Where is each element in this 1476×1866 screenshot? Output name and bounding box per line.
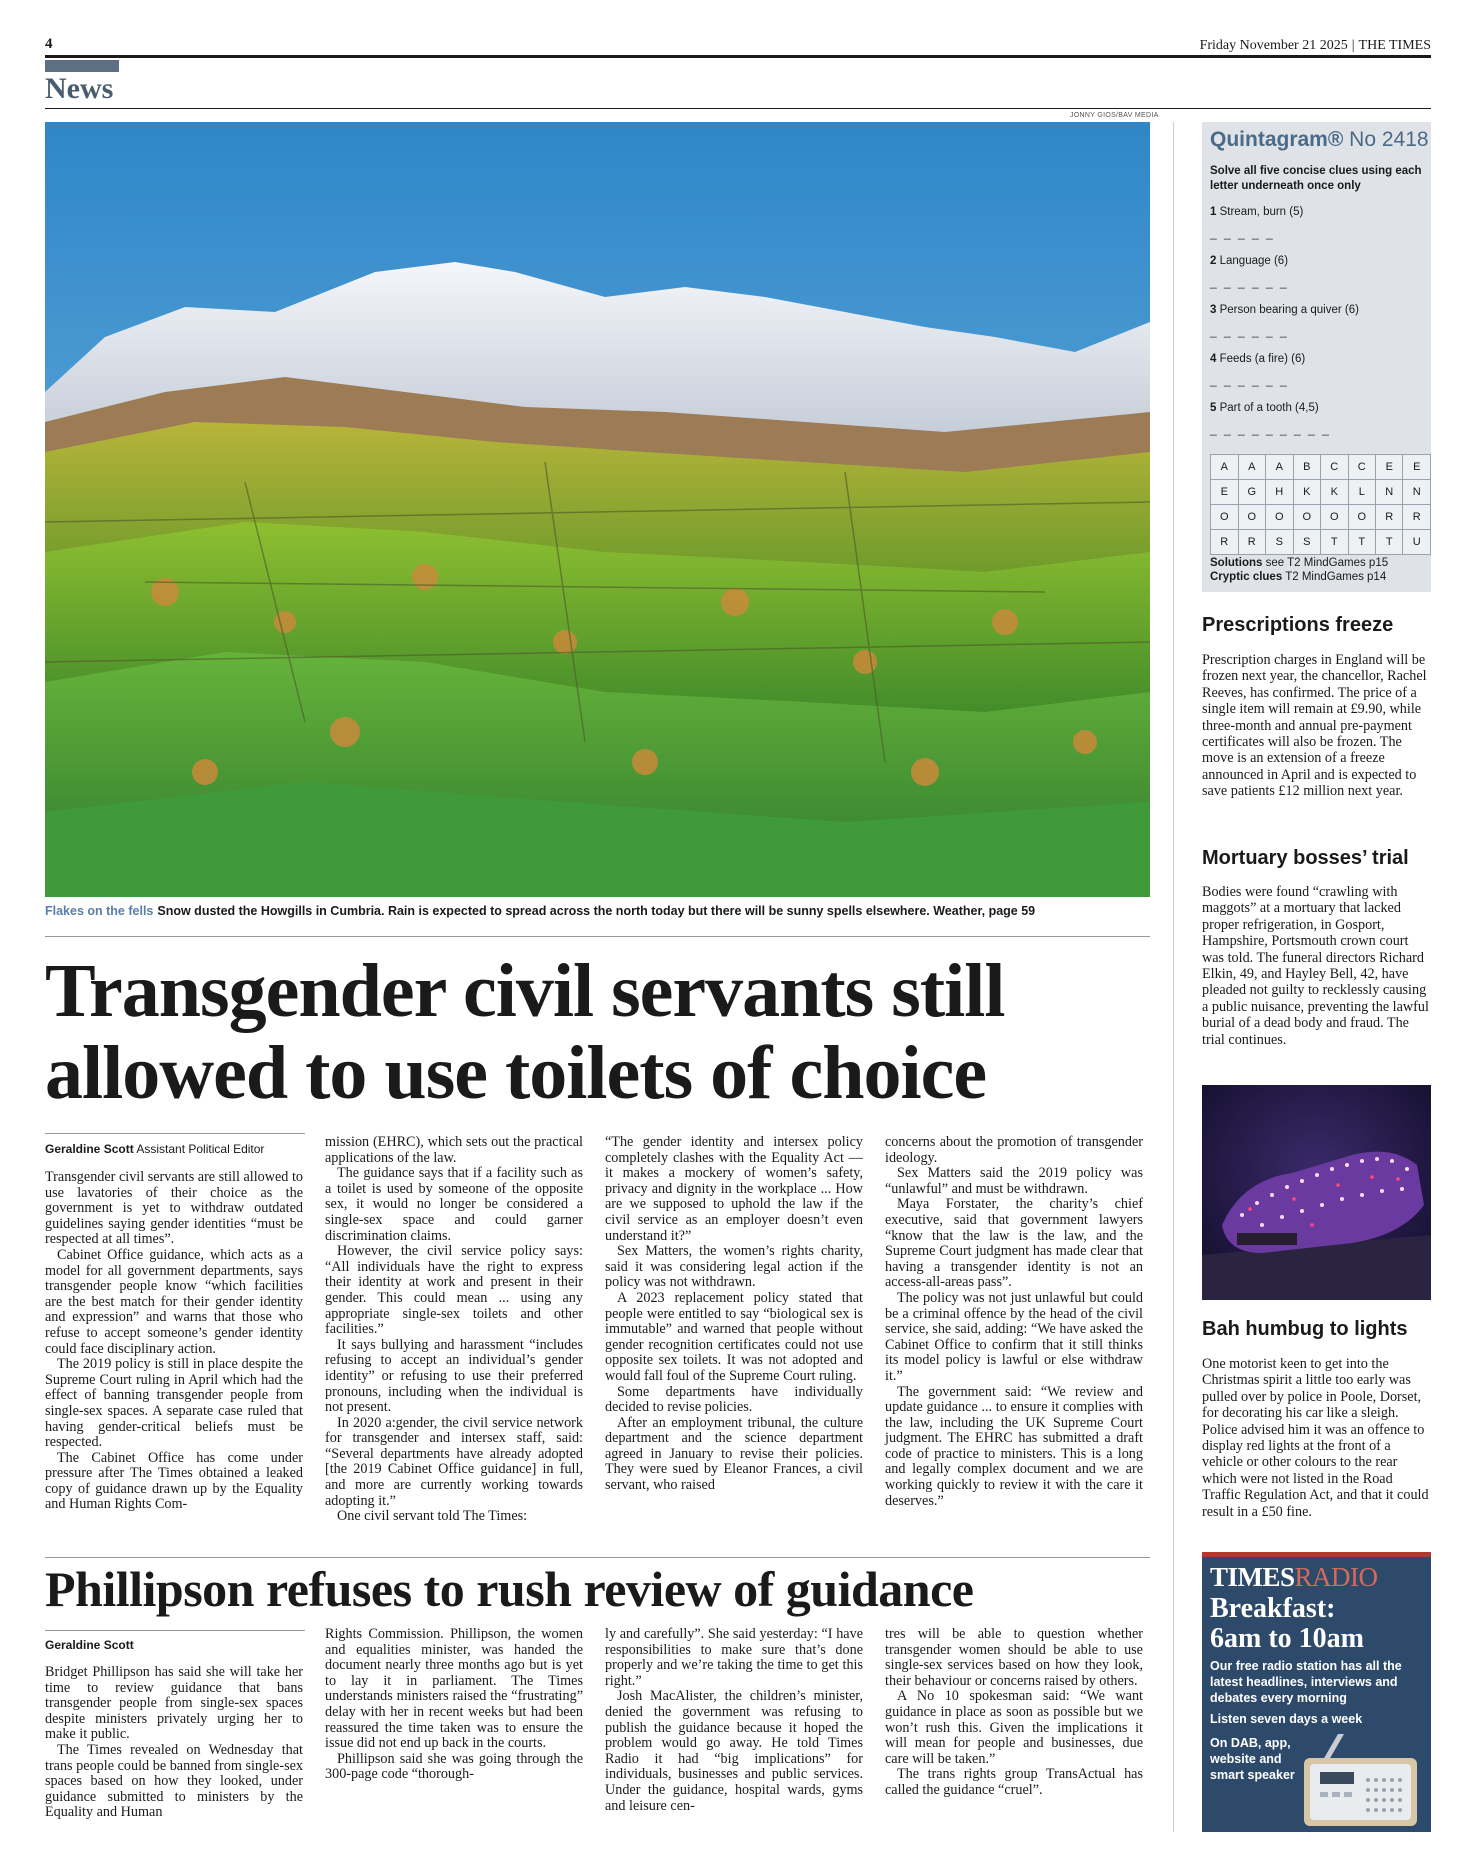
letter-cell: A <box>1211 455 1239 480</box>
paragraph: “The gender identity and intersex policy completely clashes with the Equality Act — it makes a mockery of women’s safety, privacy and dignity in the workplace ... How are we supposed to uphold the law if the civil service as an employer doesn’t even understand it?” <box>605 1134 863 1244</box>
answer-blanks-1[interactable]: _ _ _ _ _ <box>1210 226 1275 240</box>
ad-platforms: On DAB, app, website and smart speaker <box>1210 1736 1295 1782</box>
brief-title-mortuary: Mortuary bosses’ trial <box>1202 847 1409 869</box>
letter-cell: N <box>1403 480 1431 505</box>
paragraph: Maya Forstater, the charity’s chief executive, said that government lawyers “know that the law is the law, and the Supreme Court judgment has made clear that having a transgender identity is not an access-all-areas pass”. <box>885 1196 1143 1291</box>
letter-cell: K <box>1293 480 1321 505</box>
paragraph: It says bullying and harassment “includes refusing to accept an individual’s gender identity” or refusing to use their preferred pronouns, including when the individual is not present. <box>325 1336 583 1416</box>
paragraph: A No 10 spokesman said: “We want guidance in place as soon as possible but we won’t rush this. Given the implications it will mean for people and businesses, due care will be taken.” <box>885 1688 1143 1767</box>
ad-accent-bar <box>1202 1552 1431 1557</box>
brief-text-prescriptions: Prescription charges in England will be frozen next year, the chancellor, Rachel Reeves, has confirmed. The price of a single item will remain at £9.90, while three-month and annual pre-payment certificates will also be frozen. The move is an extension of a freeze announced in April and is expected to save patients £12 million next year. <box>1202 652 1427 800</box>
main-headline-line-1: Transgender civil servants still <box>45 949 1005 1033</box>
paragraph: Phillipson said she was going through the 300-page code “thorough- <box>325 1750 583 1783</box>
story2-column-2 <box>325 1627 583 1783</box>
photo-caption <box>45 904 1155 918</box>
letter-cell: R <box>1238 530 1266 555</box>
section-bar <box>45 60 119 72</box>
clue-text: Person bearing a quiver (6) <box>1219 304 1359 316</box>
quintagram-puzzle <box>1202 122 1431 592</box>
top-rule <box>45 55 1431 58</box>
date: Friday November 21 2025 <box>1199 38 1348 53</box>
paragraph: Bridget Phillipson has said she will take her time to review guidance that bans transgender people from single-sex spaces despite ministers privately urging her to make it public. <box>45 1664 303 1743</box>
clue-number: 5 <box>1210 402 1217 414</box>
light-decorated-car-photo <box>1202 1085 1431 1300</box>
quintagram-footer <box>1210 556 1388 584</box>
letter-grid-row <box>1211 530 1431 555</box>
clue-number: 2 <box>1210 255 1217 267</box>
caption-rule <box>45 936 1150 937</box>
story2-byline <box>45 1638 310 1652</box>
paragraph: Rights Commission. Phillipson, the women and equalities minister, was handed the document nearly three months ago but is yet to lay it in parliament. The Times understands ministers raised the “frustrating” delay with her in recent weeks but had been reassured the time taken was to ensure the issue did not end up back in the courts. <box>325 1626 583 1752</box>
ad-listen: Listen seven days a week <box>1210 1712 1363 1726</box>
letter-cell: O <box>1321 505 1349 530</box>
letter-cell: L <box>1348 480 1376 505</box>
paragraph: mission (EHRC), which sets out the practical applications of the law. <box>325 1134 583 1166</box>
letter-cell: H <box>1266 480 1294 505</box>
story1-column-1 <box>45 1170 303 1513</box>
letter-cell: C <box>1321 455 1349 480</box>
letter-cell: T <box>1376 530 1403 555</box>
byline-rule <box>45 1133 305 1134</box>
ad-title-line-1: Breakfast: <box>1210 1593 1336 1624</box>
solutions-label: Solutions <box>1210 557 1263 569</box>
paragraph: One civil servant told The Times: <box>337 1508 528 1525</box>
brief-title-lights: Bah humbug to lights <box>1202 1318 1408 1340</box>
section-label: News <box>45 72 114 105</box>
paragraph: However, the civil service policy says: “All individuals have the right to express their identity at work and present in their gender. This could mean ... using any appropriate single-sex toilets and other facilities.” <box>325 1243 583 1338</box>
landscape-photo <box>45 122 1150 897</box>
paragraph: In 2020 a:gender, the civil service network for transgender and intersex staff, said: “Several departments have already adopted [the 2019 Cabinet Office guidance] in full, and more are currently working towards adopting it.” <box>325 1414 583 1509</box>
story1-column-4 <box>885 1135 1143 1509</box>
clue-text: Language (6) <box>1219 255 1289 267</box>
brief-text-mortuary: Bodies were found “crawling with maggots” at a mortuary that lacked proper refrigeration, in Gosport, Hampshire, Portsmouth crown court was told. The funeral directors Richard Elkin, 49, and Hayley Bell, 42, have pleaded not guilty to recklessly causing a public nuisance, preventing the lawful burial of a dead body and fraud. The trial continues. <box>1202 884 1429 1048</box>
paragraph: tres will be able to question whether transgender women should be able to use single-sex services based on how they look, their behaviour or concerns raised by others. <box>885 1626 1143 1689</box>
paper-name: THE TIMES <box>1358 38 1431 53</box>
cryptic-label: Cryptic clues <box>1210 571 1283 583</box>
main-headline-line-2: allowed to use toilets of choice <box>45 1031 987 1115</box>
byline-role: Assistant Political Editor <box>136 1142 265 1156</box>
letter-cell: E <box>1403 455 1431 480</box>
story2-column-3 <box>605 1627 863 1814</box>
story2-column-4 <box>885 1627 1143 1799</box>
byline-name: Geraldine Scott <box>45 1142 134 1156</box>
answer-blanks-4[interactable]: _ _ _ _ _ _ <box>1210 373 1289 387</box>
paragraph: Some departments have individually decided to revise policies. <box>605 1383 863 1416</box>
quintagram-instructions: Solve all five concise clues using each letter underneath once only <box>1210 165 1422 192</box>
paragraph: The Cabinet Office has come under pressure after The Times obtained a leaked copy of guidance drawn up by the Equality and Human Rights Com- <box>45 1449 303 1513</box>
story2-column-1 <box>45 1665 303 1821</box>
letter-cell: S <box>1266 530 1294 555</box>
letter-cell: O <box>1211 505 1239 530</box>
letter-cell: O <box>1238 505 1266 530</box>
photo-credit: JONNY GIOS/BAV MEDIA <box>1070 112 1159 119</box>
times-radio-ad[interactable] <box>1202 1552 1431 1832</box>
clue-text: Feeds (a fire) (6) <box>1219 353 1306 365</box>
story1-column-3 <box>605 1135 863 1494</box>
paragraph: The Times revealed on Wednesday that trans people could be banned from single-sex spaces based on how they looked, under guidance submitted to ministers by the Equality and Human <box>45 1741 303 1821</box>
main-headline <box>45 950 1155 1114</box>
cryptic-note <box>1210 570 1388 584</box>
ad-title <box>1210 1594 1364 1654</box>
paragraph: The policy was not just unlawful but could be a criminal offence by the head of the civil service, she said, adding: “We have asked the Cabinet Office to confirm that it still thinks its model policy is lawful or else withdraw it.” <box>885 1289 1143 1384</box>
paragraph: concerns about the promotion of transgender ideology. <box>885 1134 1143 1166</box>
letter-cell: U <box>1403 530 1431 555</box>
letter-cell: A <box>1266 455 1294 480</box>
paragraph: Cabinet Office guidance, which acts as a model for all government departments, says transgender people know “which facilities are the best match for their gender identity and expression” and warns that those who refuse to accept someone’s gender identity could face disciplinary action. <box>45 1246 303 1357</box>
paragraph: After an employment tribunal, the culture department and the science department agreed in January to revise their policies. They were sued by Eleanor Frances, a civil servant, who raised <box>605 1414 863 1494</box>
paragraph: Sex Matters, the women’s rights charity, said it was considering legal action if the policy was not withdrawn. <box>605 1243 863 1291</box>
letter-cell: K <box>1321 480 1349 505</box>
clue-3 <box>1210 304 1359 316</box>
caption-text: Snow dusted the Howgills in Cumbria. Rain is expected to spread across the north today but there will be sunny spells elsewhere. Weather, page 59 <box>157 904 1036 918</box>
clue-4 <box>1210 353 1305 365</box>
letter-grid <box>1210 454 1431 555</box>
times-radio-logo <box>1210 1562 1378 1593</box>
paragraph: The guidance says that if a facility such as a toilet is used by someone of the opposite sex, it would no longer be considered a single-sex space and could garner discrimination claims. <box>325 1165 583 1244</box>
letter-cell: E <box>1376 455 1403 480</box>
story2-top-rule <box>45 1557 1150 1558</box>
letter-cell: R <box>1211 530 1239 555</box>
letter-cell: O <box>1293 505 1321 530</box>
story1-column-2 <box>325 1135 583 1525</box>
answer-blanks-2[interactable]: _ _ _ _ _ _ <box>1210 275 1289 289</box>
second-headline: Phillipson refuses to rush review of guidance <box>45 1561 974 1617</box>
paragraph: Josh MacAlister, the children’s minister, denied the government was refusing to publish the guidance because it hoped the problem would go away. He told Times Radio it had “big implications” for individuals, businesses and public services. Under the guidance, hospital wards, gyms and leisure cen- <box>605 1688 863 1814</box>
byline-rule <box>45 1630 305 1631</box>
paragraph: ly and carefully”. She said yesterday: “I have responsibilities to make sure that’s done properly and we’re taking the time to get this right.” <box>605 1626 863 1689</box>
answer-blanks-5[interactable]: _ _ _ _ _ _ _ _ _ <box>1210 422 1331 436</box>
clue-number: 3 <box>1210 304 1217 316</box>
letter-cell: T <box>1321 530 1349 555</box>
clue-text: Stream, burn (5) <box>1219 206 1304 218</box>
answer-blanks-3[interactable]: _ _ _ _ _ _ <box>1210 324 1289 338</box>
ad-description: Our free radio station has all the latest headlines, interviews and debates every morning <box>1210 1659 1402 1705</box>
letter-cell: O <box>1266 505 1294 530</box>
letter-cell: A <box>1238 455 1266 480</box>
brief-text-lights: One motorist keen to get into the Christmas spirit a little too early was pulled over by police in Poole, Dorset, for decorating his car like a sleigh. Police advised him it was an offence to display red lights at the front of a vehicle or other colours to the rear which were not listed in the Road Traffic Regulation Act, and that it could result in a £50 fine. <box>1202 1356 1429 1520</box>
paragraph: Sex Matters said the 2019 policy was “unlawful” and must be withdrawn. <box>885 1165 1143 1197</box>
paragraph: The government said: “We review and update guidance ... to ensure it complies with the law, including the UK Supreme Court judgment. The EHRC has submitted a draft code of practice to ministers. This is a long and legally complex document and we are working quickly to review it with the care it deserves.” <box>885 1383 1143 1509</box>
clue-number: 4 <box>1210 353 1217 365</box>
solutions-note <box>1210 556 1388 570</box>
sidebar-rule <box>1173 122 1174 1832</box>
dateline: Friday November 21 2025 | THE TIMES <box>1199 38 1431 53</box>
letter-cell: G <box>1238 480 1266 505</box>
letter-cell: S <box>1293 530 1321 555</box>
letter-grid-row <box>1211 455 1431 480</box>
letter-cell: R <box>1376 505 1403 530</box>
cryptic-text: T2 MindGames p14 <box>1285 571 1387 583</box>
quintagram-title <box>1210 128 1429 152</box>
section-rule <box>45 108 1431 109</box>
ad-title-line-2: 6am to 10am <box>1210 1623 1364 1654</box>
brand-times: TIMES <box>1210 1562 1295 1592</box>
page-number: 4 <box>45 36 53 52</box>
letter-cell: N <box>1376 480 1403 505</box>
letter-cell: R <box>1403 505 1431 530</box>
clue-text: Part of a tooth (4,5) <box>1219 402 1319 414</box>
paragraph: A 2023 replacement policy stated that people were entitled to say “biological sex is immutable” and warned that people without gender recognition certificates could not use opposite sex toilets. It was not adopted and would fall foul of the Supreme Court ruling. <box>605 1289 863 1384</box>
letter-cell: B <box>1293 455 1321 480</box>
clue-5 <box>1210 402 1319 414</box>
byline-name: Geraldine Scott <box>45 1638 134 1652</box>
paragraph: Transgender civil servants are still allowed to use lavatories of their choice as the government is yet to withdraw outdated guidelines saying gender identities “must be respected at all times”. <box>45 1169 303 1248</box>
clue-2 <box>1210 255 1288 267</box>
paragraph: The 2019 policy is still in place despite the Supreme Court ruling in April which had the effect of banning transgender people from single-sex spaces. A separate case ruled that having gender-critical beliefs must be respected. <box>45 1356 303 1451</box>
letter-grid-row <box>1211 480 1431 505</box>
caption-lead: Flakes on the fells <box>45 904 154 918</box>
quintagram-name: Quintagram® <box>1210 128 1344 151</box>
letter-cell: T <box>1348 530 1376 555</box>
letter-cell: O <box>1348 505 1376 530</box>
brief-title-prescriptions: Prescriptions freeze <box>1202 614 1394 636</box>
radio-icon <box>1298 1730 1423 1832</box>
brand-radio: RADIO <box>1294 1562 1378 1592</box>
story1-byline <box>45 1142 310 1156</box>
letter-cell: C <box>1348 455 1376 480</box>
quintagram-number: No 2418 <box>1349 128 1429 151</box>
clue-1 <box>1210 206 1303 218</box>
paragraph: The trans rights group TransActual has called the guidance “cruel”. <box>885 1766 1143 1798</box>
clue-number: 1 <box>1210 206 1217 218</box>
letter-cell: E <box>1211 480 1239 505</box>
solutions-text: see T2 MindGames p15 <box>1265 557 1389 569</box>
letter-grid-row <box>1211 505 1431 530</box>
